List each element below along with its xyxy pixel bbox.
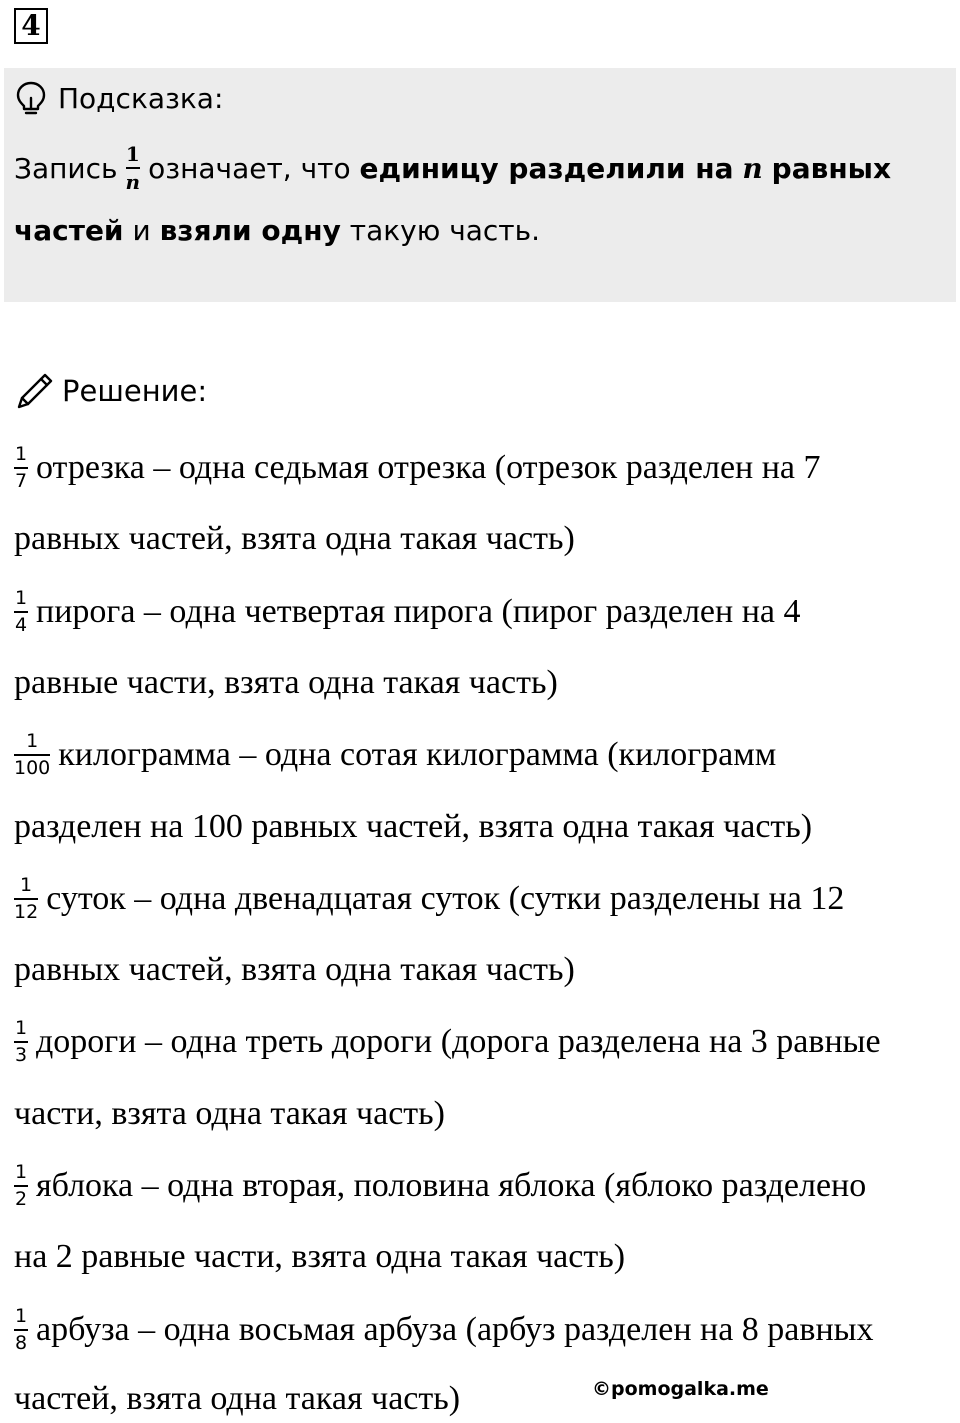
hint-frac-denominator: n [125, 170, 141, 194]
fraction-denominator: 4 [14, 614, 28, 636]
solution-item-3 [14, 725, 776, 785]
solution-item-6 [14, 1156, 866, 1216]
fraction [14, 732, 50, 778]
solution-item-2 [14, 582, 801, 642]
fraction [14, 876, 38, 922]
item-text: суток – одна двенадцатая суток (сутки разделены на 12 [46, 880, 845, 917]
hint-title: Подсказка: [58, 81, 224, 115]
solution-item-1-cont: равных частей, взята одна такая часть) [14, 520, 575, 557]
hint-bold-2: равных [771, 151, 892, 185]
item-text: пирога – одна четвертая пирога (пирог разделен на 4 [36, 593, 801, 630]
fraction-numerator: 1 [26, 730, 39, 752]
fraction-denominator: 8 [14, 1332, 28, 1354]
fraction-denominator: 7 [14, 470, 28, 492]
fraction-denominator: 100 [14, 757, 51, 779]
fraction [14, 589, 28, 635]
fraction-numerator: 1 [14, 587, 28, 609]
hint-line2-mid: и [132, 214, 151, 247]
fraction-numerator: 1 [14, 1305, 28, 1327]
fraction-denominator: 3 [14, 1044, 28, 1066]
hint-var: n [742, 151, 763, 185]
fraction-denominator: 2 [14, 1188, 28, 1210]
solution-item-5-cont: части, взята одна такая часть) [14, 1095, 445, 1132]
solution-item-4-cont: равных частей, взята одна такая часть) [14, 951, 575, 988]
fraction-numerator: 1 [14, 443, 28, 465]
fraction-denominator: 12 [14, 901, 39, 923]
hint-header [14, 80, 223, 116]
fraction-numerator: 1 [20, 874, 33, 896]
hint-line-1 [14, 144, 891, 192]
watermark: ©pomogalka.me [592, 1378, 769, 1400]
hint-bold-1: единицу разделили на [359, 151, 734, 185]
solution-item-7-cont: частей, взята одна такая часть) [14, 1380, 461, 1417]
hint-line-2 [14, 214, 540, 247]
solution-item-7 [14, 1300, 873, 1360]
pencil-icon [14, 370, 56, 412]
item-text: дороги – одна треть дороги (дорога разделена на 3 равные [36, 1023, 881, 1060]
hint-fraction [126, 144, 141, 192]
fraction [14, 445, 28, 491]
item-text: отрезка – одна седьмая отрезка (отрезок разделен на 7 [36, 449, 821, 486]
lightbulb-icon [14, 80, 48, 116]
fraction [14, 1163, 28, 1209]
fraction [14, 1307, 28, 1353]
solution-item-3-cont: разделен на 100 равных частей, взята одна такая часть) [14, 808, 813, 845]
solution-item-5 [14, 1012, 881, 1072]
fraction-numerator: 1 [14, 1161, 28, 1183]
task-number: 4 [14, 8, 48, 44]
solution-item-4 [14, 869, 844, 929]
fraction [14, 1019, 28, 1065]
hint-frac-numerator: 1 [125, 142, 140, 166]
solution-item-1 [14, 438, 821, 498]
hint-line2-bold-1: частей [14, 214, 124, 247]
solution-item-6-cont: на 2 равные части, взята одна такая часть) [14, 1238, 626, 1275]
hint-line2-end: такую часть. [349, 214, 541, 247]
hint-prefix: Запись [14, 151, 118, 185]
hint-line2-bold-2: взяли одну [159, 214, 341, 247]
item-text: арбуза – одна восьмая арбуза (арбуз разделен на 8 равных [36, 1311, 874, 1348]
item-text: яблока – одна вторая, половина яблока (яблоко разделено [36, 1167, 867, 1204]
solution-title: Решение: [62, 374, 208, 408]
solution-item-2-cont: равные части, взята одна такая часть) [14, 664, 558, 701]
hint-mid: означает, что [148, 151, 351, 185]
solution-header [14, 370, 207, 412]
fraction-numerator: 1 [14, 1017, 28, 1039]
item-text: килограмма – одна сотая килограмма (килограмм [58, 736, 777, 773]
